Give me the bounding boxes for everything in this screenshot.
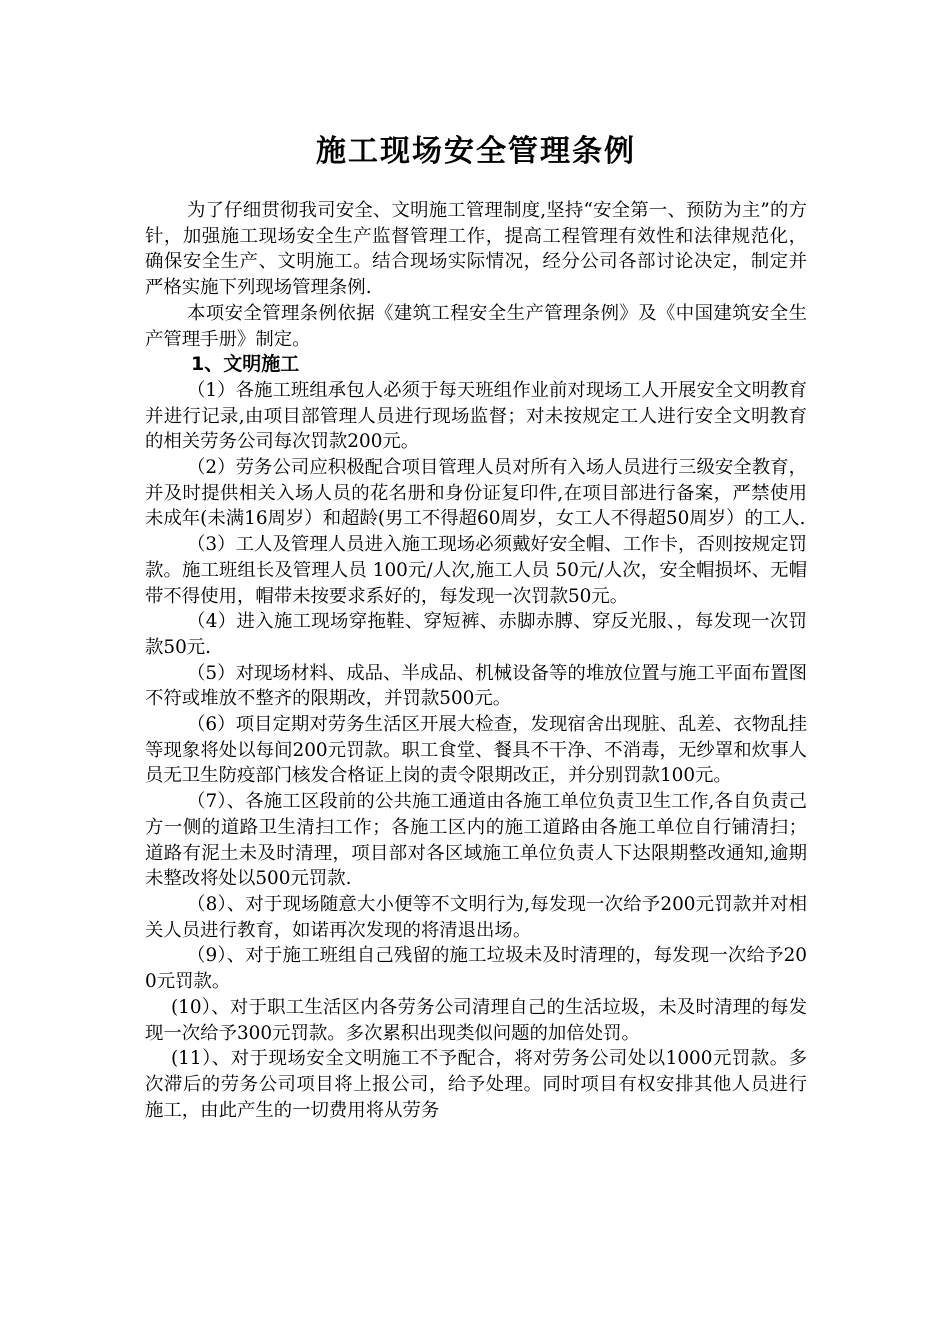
rule-item-8: （8）、对于现场随意大小便等不文明行为,每发现一次给予200元罚款并对相关人员进行教育，如诺再次发现的将清退出场。 — [145, 893, 807, 941]
document-title: 施工现场安全管理条例 — [316, 134, 636, 169]
rule-item-10: (10）、对于职工生活区内各劳务公司清理自己的生活垃圾，未及时清理的每发现一次给予300元罚款。多次累积出现类似问题的加倍处罚。 — [145, 996, 807, 1044]
intro-paragraph-1: 为了仔细贯彻我司安全、文明施工管理制度,坚持“安全第一、预防为主”的方针，加强施工现场安全生产监督管理工作，提高工程管理有效性和法律规范化，确保安全生产、文明施工。结合现场实际情况，经分公司各部讨论决定，制定并严格实施下列现场管理条例. — [145, 200, 807, 299]
intro-paragraph-2: 本项安全管理条例依据《建筑工程安全生产管理条例》及《中国建筑安全生产管理手册》制定。 — [145, 302, 807, 350]
rule-item-11: (11）、对于现场安全文明施工不予配合，将对劳务公司处以1000元罚款。多次滞后的劳务公司项目将上报公司，给予处理。同时项目有权安排其他人员进行施工，由此产生的一切费用将从劳务 — [145, 1048, 807, 1121]
rule-item-6: （6）项目定期对劳务生活区开展大检查，发现宿舍出现脏、乱差、衣物乱挂等现象将处以每间200元罚款。职工食堂、餐具不干净、不消毒，无纱罩和炊事人员无卫生防疫部门核发合格证上岗的责令限期改正，并分别罚款100元。 — [145, 714, 807, 787]
section-heading-civilized-construction: 1、文明施工 — [191, 353, 300, 376]
document-body — [145, 126, 807, 1123]
rule-item-7: （7）、各施工区段前的公共施工通道由各施工单位负责卫生工作,各自负责己方一侧的道路卫生清扫工作；各施工区内的施工道路由各施工单位自行铺清扫；道路有泥土未及时清理，项目部对各区域施工单位负责人下达限期整改通知,逾期未整改将处以500元罚款. — [145, 791, 807, 890]
rule-item-4: （4）进入施工现场穿拖鞋、穿短裤、赤脚赤膊、穿反光服、，每发现一次罚款50元. — [145, 611, 807, 658]
rule-item-9: （9）、对于施工班组自己残留的施工垃圾未及时清理的，每发现一次给予200元罚款。 — [145, 945, 807, 993]
rule-item-3: （3）工人及管理人员进入施工现场必须戴好安全帽、工作卡，否则按规定罚款。施工班组长及管理人员 100元/人次,施工人员 50元/人次，安全帽损坏、无帽带不得使用，帽带未按要求系好的，每发现一次罚款50元。 — [145, 534, 807, 607]
rule-item-5: （5）对现场材料、成品、半成品、机械设备等的堆放位置与施工平面布置图不符或堆放不整齐的限期改，并罚款500元。 — [145, 662, 807, 710]
rule-item-1: （1）各施工班组承包人必须于每天班组作业前对现场工人开展安全文明教育并进行记录,由项目部管理人员进行现场监督；对未按规定工人进行安全文明教育的相关劳务公司每次罚款200元。 — [145, 379, 807, 453]
rule-item-2: （2）劳务公司应积极配合项目管理人员对所有入场人员进行三级安全教育，并及时提供相关入场人员的花名册和身份证复印件,在项目部进行备案，严禁使用未成年(未满16周岁）和超龄(男工不得超60周岁，女工人不得超50周岁）的工人. — [145, 457, 807, 530]
